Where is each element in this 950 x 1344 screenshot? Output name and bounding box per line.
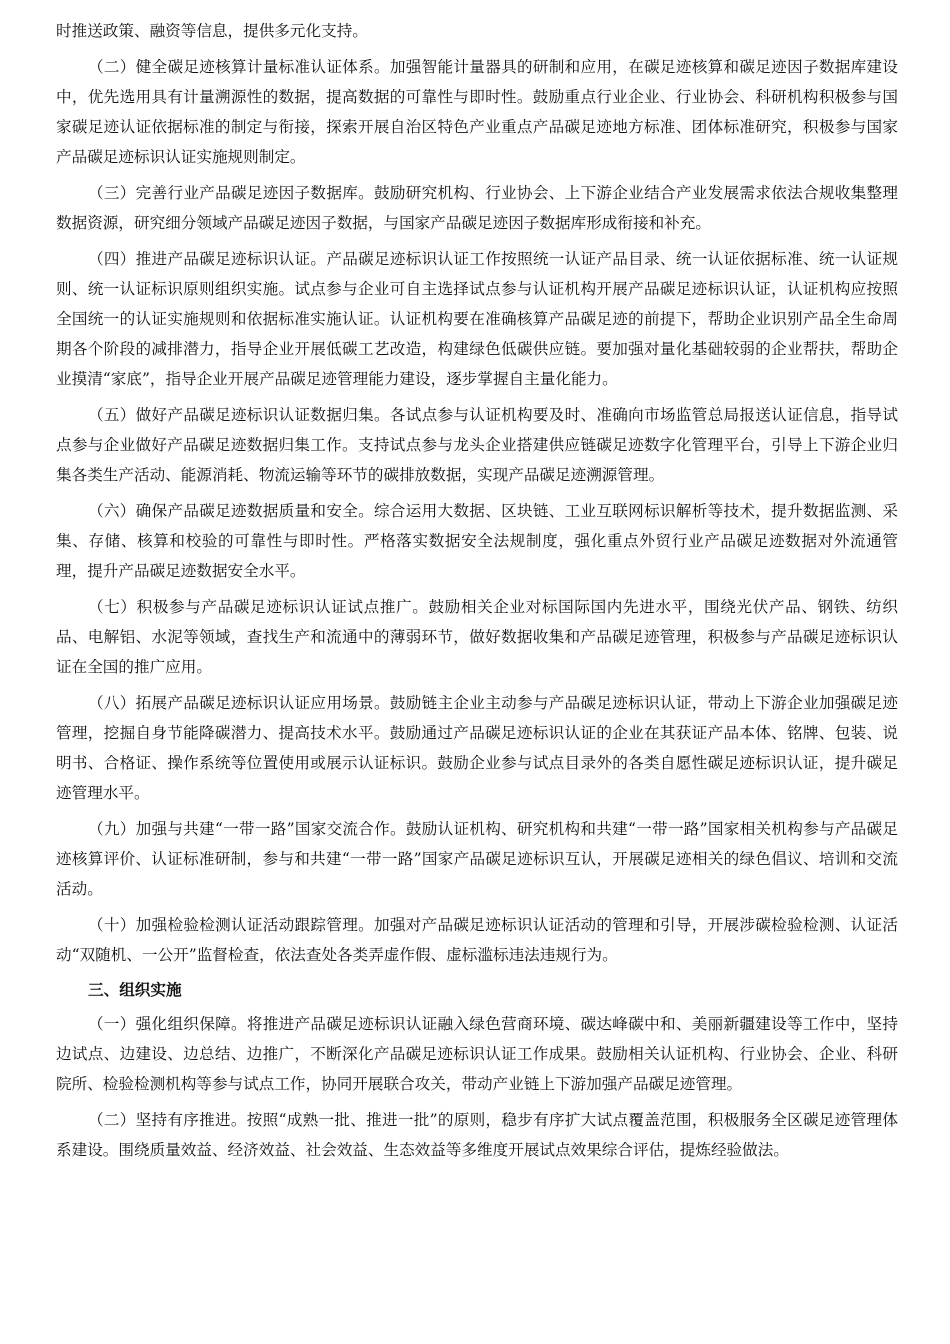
section-paragraph-1: （一）强化组织保障。将推进产品碳足迹标识认证融入绿色营商环境、碳达峰碳中和、美丽新疆建设等工作中，坚持边试点、边建设、边总结、边推广，不断深化产品碳足迹标识认证工作成果。鼓励相关认证机构、行业协会、企业、科研院所、检验检测机构等参与试点工作，协同开展联合攻关，带动产业链上下游加强产品碳足迹管理。 [56,1015,898,1093]
paragraph-6: （六）确保产品碳足迹数据质量和安全。综合运用大数据、区块链、工业互联网标识解析等技术，提升数据监测、采集、存储、核算和校验的可靠性与即时性。严格落实数据安全法规制度，强化重点外贸行业产品碳足迹数据对外流通管理，提升产品碳足迹数据安全水平。 [56,502,898,580]
paragraph-8: （八）拓展产品碳足迹标识认证应用场景。鼓励链主企业主动参与产品碳足迹标识认证，带动上下游企业加强碳足迹管理，挖掘自身节能降碳潜力、提高技术水平。鼓励通过产品碳足迹标识认证的企业在其获证产品本体、铭牌、包装、说明书、合格证、操作系统等位置使用或展示认证标识。鼓励企业参与试点目录外的各类自愿性碳足迹标识认证，提升碳足迹管理水平。 [56,694,898,802]
continuation-paragraph: 时推送政策、融资等信息，提供多元化支持。 [56,22,368,40]
paragraph-10: （十）加强检验检测认证活动跟踪管理。加强对产品碳足迹标识认证活动的管理和引导，开展涉碳检验检测、认证活动“双随机、一公开”监督检查，依法查处各类弄虚作假、虚标滥标违法违规行为。 [56,916,898,964]
paragraph-4: （四）推进产品碳足迹标识认证。产品碳足迹标识认证工作按照统一认证产品目录、统一认证依据标准、统一认证规则、统一认证标识原则组织实施。试点参与企业可自主选择试点参与认证机构开展产品碳足迹标识认证，认证机构应按照全国统一的认证实施规则和依据标准实施认证。认证机构要在准确核算产品碳足迹的前提下，帮助企业识别产品全生命周期各个阶段的减排潜力，指导企业开展低碳工艺改造，构建绿色低碳供应链。要加强对量化基础较弱的企业帮扶，帮助企业摸清“家底”，指导企业开展产品碳足迹管理能力建设，逐步掌握自主量化能力。 [56,250,898,388]
paragraph-3: （三）完善行业产品碳足迹因子数据库。鼓励研究机构、行业协会、上下游企业结合产业发展需求依法合规收集整理数据资源，研究细分领域产品碳足迹因子数据，与国家产品碳足迹因子数据库形成衔接和补充。 [56,184,898,232]
paragraph-2: （二）健全碳足迹核算计量标准认证体系。加强智能计量器具的研制和应用，在碳足迹核算和碳足迹因子数据库建设中，优先选用具有计量溯源性的数据，提高数据的可靠性与即时性。鼓励重点行业企业、行业协会、科研机构积极参与国家碳足迹认证依据标准的制定与衔接，探索开展自治区特色产业重点产品碳足迹地方标准、团体标准研究，积极参与国家产品碳足迹标识认证实施规则制定。 [56,58,898,166]
section-heading: 三、组织实施 [88,981,182,999]
paragraph-5: （五）做好产品碳足迹标识认证数据归集。各试点参与认证机构要及时、准确向市场监管总局报送认证信息，指导试点参与企业做好产品碳足迹数据归集工作。支持试点参与龙头企业搭建供应链碳足迹数字化管理平台，引导上下游企业归集各类生产活动、能源消耗、物流运输等环节的碳排放数据，实现产品碳足迹溯源管理。 [56,406,898,484]
paragraph-9: （九）加强与共建“一带一路”国家交流合作。鼓励认证机构、研究机构和共建“一带一路”国家相关机构参与产品碳足迹核算评价、认证标准研制，参与和共建“一带一路”国家产品碳足迹标识互认，开展碳足迹相关的绿色倡议、培训和交流活动。 [56,820,898,898]
paragraph-7: （七）积极参与产品碳足迹标识认证试点推广。鼓励相关企业对标国际国内先进水平，围绕光伏产品、钢铁、纺织品、电解铝、水泥等领域，查找生产和流通中的薄弱环节，做好数据收集和产品碳足迹管理，积极参与产品碳足迹标识认证在全国的推广应用。 [56,598,898,676]
section-paragraph-2: （二）坚持有序推进。按照“成熟一批、推进一批”的原则，稳步有序扩大试点覆盖范围，积极服务全区碳足迹管理体系建设。围绕质量效益、经济效益、社会效益、生态效益等多维度开展试点效果综合评估，提炼经验做法。 [56,1111,898,1159]
